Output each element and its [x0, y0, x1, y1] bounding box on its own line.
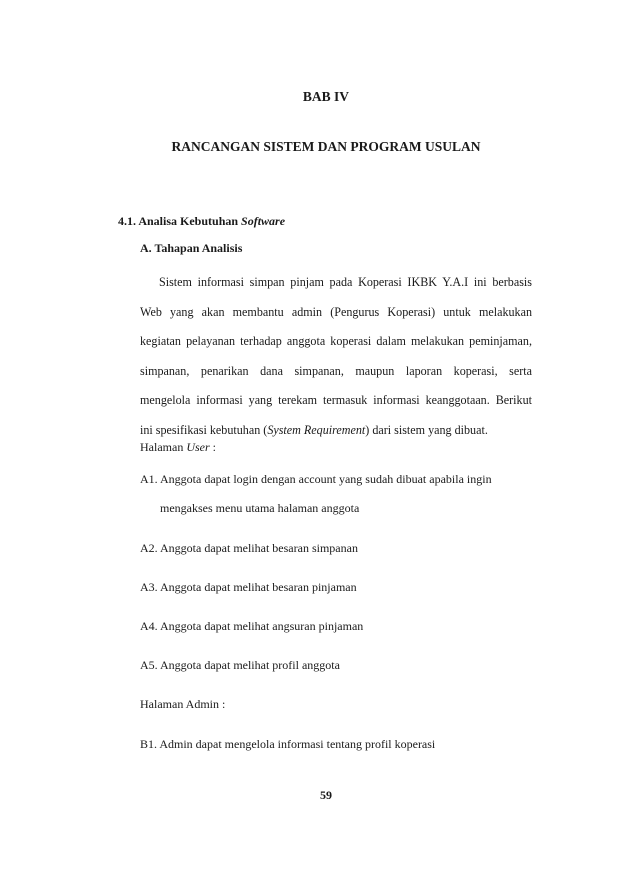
- admin-page-label: Halaman Admin :: [140, 697, 226, 711]
- section-number: 4.1.: [118, 214, 136, 228]
- list-item: A2. Anggota dapat melihat besaran simpanan: [140, 541, 358, 555]
- chapter-number: BAB IV: [302, 89, 350, 104]
- paragraph-line: ini spesifikasi kebutuhan (System Requirement) dari sistem yang dibuat.: [140, 422, 488, 437]
- paragraph-line: Web yang akan membantu admin (Pengurus Koperasi) untuk melakukan: [140, 304, 532, 319]
- list-item: A3. Anggota dapat melihat besaran pinjaman: [140, 580, 357, 594]
- paragraph-line: mengelola informasi yang terekam termasuk informasi keanggotaan. Berikut: [140, 393, 532, 407]
- user-page-label: Halaman User :: [140, 440, 216, 454]
- section-title: Analisa Kebutuhan: [138, 214, 239, 228]
- list-item: A1. Anggota dapat login dengan account yang sudah dibuat apabila ingin: [140, 472, 492, 486]
- section-heading: [118, 214, 285, 229]
- page-number: 59: [320, 788, 332, 802]
- section-title-italic: Software: [241, 214, 286, 228]
- list-item: A4. Anggota dapat melihat angsuran pinjaman: [140, 619, 364, 633]
- list-item-continuation: mengakses menu utama halaman anggota: [160, 501, 360, 515]
- paragraph-line: kegiatan pelayanan terhadap anggota koperasi dalam melakukan peminjaman,: [140, 334, 532, 348]
- subsection-heading: A. Tahapan Analisis: [140, 241, 243, 255]
- list-item: A5. Anggota dapat melihat profil anggota: [140, 658, 340, 672]
- paragraph-line: Sistem informasi simpan pinjam pada Koperasi IKBK Y.A.I ini berbasis: [159, 275, 532, 289]
- chapter-title: RANCANGAN SISTEM DAN PROGRAM USULAN: [171, 139, 481, 154]
- paragraph-line: simpanan, penarikan dana simpanan, maupun laporan koperasi, serta: [140, 363, 532, 378]
- list-item: B1. Admin dapat mengelola informasi tentang profil koperasi: [140, 737, 436, 751]
- body-paragraph: [140, 268, 532, 445]
